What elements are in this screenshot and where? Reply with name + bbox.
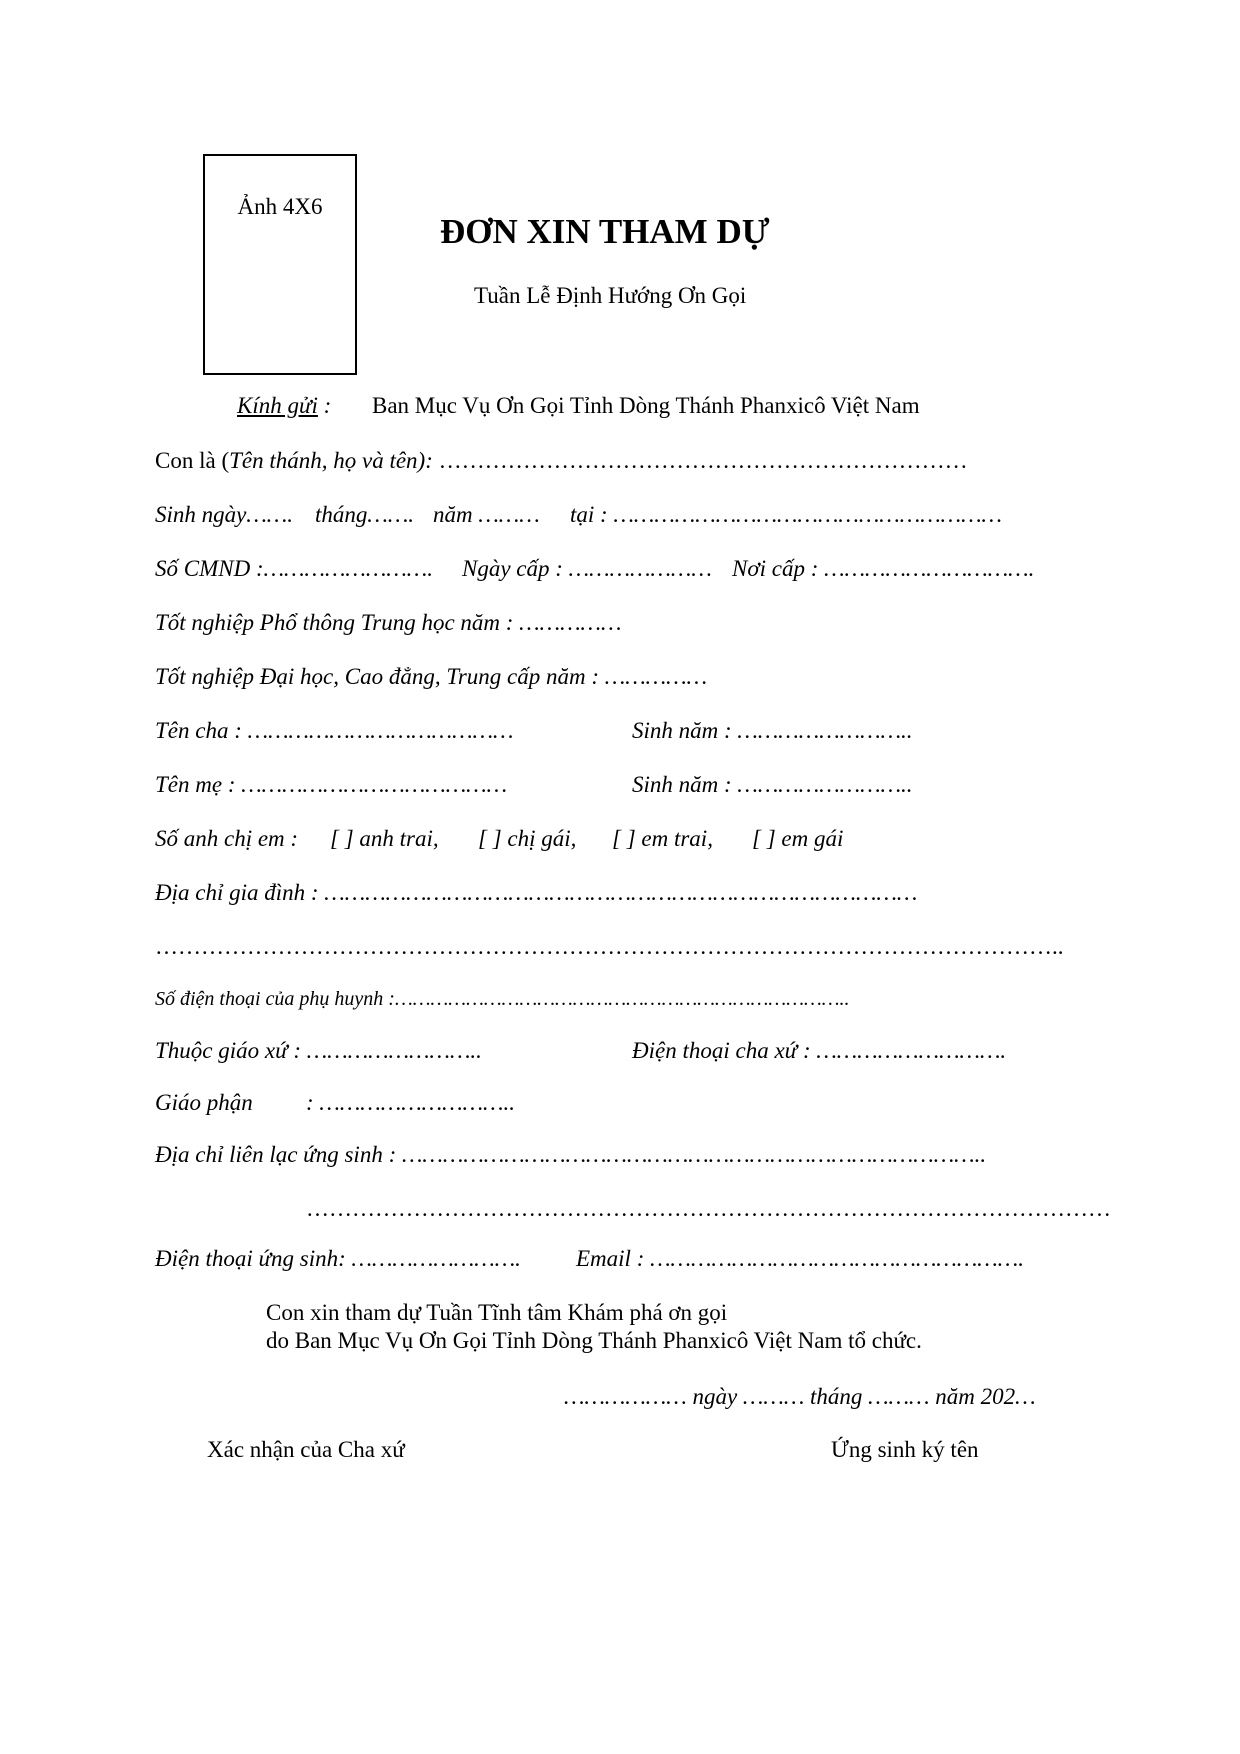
contact-address-field[interactable]: Địa chỉ liên lạc ứng sinh : …………………………………………………………………………..	[155, 1142, 987, 1167]
parish-phone-field[interactable]: Điện thoại cha xứ : ……………………….	[632, 1038, 1007, 1063]
applicant-phone-field[interactable]: Điện thoại ứng sinh: …………………….	[155, 1246, 521, 1271]
diocese-field[interactable]: : ………………………..	[306, 1090, 515, 1115]
family-address-continuation[interactable]: ………………………………………………………………………………………………………..	[155, 934, 1064, 959]
birth-place-field[interactable]: tại : …………………………………………………	[570, 502, 1003, 527]
form-title: ĐƠN XIN THAM DỰ	[440, 212, 770, 251]
sibling-sister-young-checkbox[interactable]: [ ] em gái	[752, 826, 844, 851]
parent-phone-field[interactable]: Số điện thoại của phụ huynh :…………………………………………………………………..	[155, 988, 850, 1010]
university-field[interactable]: Tốt nghiệp Đại học, Cao đẳng, Trung cấp năm : ……………	[155, 664, 708, 689]
name-field[interactable]	[155, 448, 968, 474]
father-year-field[interactable]: Sinh năm : ……………………..	[632, 718, 913, 743]
birth-month-field[interactable]: tháng…….	[315, 502, 415, 527]
father-name-field[interactable]: Tên cha : …………………………………	[155, 718, 514, 743]
applicant-signature-label: Ứng sinh ký tên	[831, 1437, 979, 1462]
diocese-label: Giáo phận	[155, 1090, 253, 1115]
email-field[interactable]: Email : ……………………………………………….	[576, 1246, 1024, 1271]
priest-confirmation-label: Xác nhận của Cha xứ	[207, 1437, 405, 1462]
birth-year-field[interactable]: năm ………	[433, 502, 540, 527]
sibling-brother-young-checkbox[interactable]: [ ] em trai,	[612, 826, 713, 851]
address-sep: :	[317, 393, 332, 418]
statement-line-1: Con xin tham dự Tuần Tĩnh tâm Khám phá ơn gọi	[266, 1300, 728, 1325]
sibling-brother-old-checkbox[interactable]: [ ] anh trai,	[330, 826, 439, 851]
address-recipient: Ban Mục Vụ Ơn Gọi Tỉnh Dòng Thánh Phanxicô Việt Nam	[372, 393, 920, 418]
date-line[interactable]: ……………… ngày ……… tháng ……… năm 202…	[564, 1384, 1036, 1409]
name-dots: ……………………………………………………………	[432, 448, 968, 473]
photo-label: Ảnh 4X6	[237, 194, 323, 219]
id-place-field[interactable]: Nơi cấp : ………………………….	[732, 556, 1035, 581]
photo-placeholder	[203, 154, 357, 375]
name-prefix: Con là (	[155, 448, 230, 473]
statement-line-2: do Ban Mục Vụ Ơn Gọi Tỉnh Dòng Thánh Phanxicô Việt Nam tổ chức.	[266, 1328, 922, 1353]
address-label: Kính gửi	[237, 393, 318, 418]
id-number-field[interactable]: Số CMND :…………………….	[155, 556, 433, 581]
contact-address-continuation[interactable]: ……………………………………………………………………………………………	[306, 1196, 1111, 1221]
birth-day-field[interactable]: Sinh ngày…….	[155, 502, 293, 527]
mother-year-field[interactable]: Sinh năm : ……………………..	[632, 772, 913, 797]
id-date-field[interactable]: Ngày cấp : …………………	[462, 556, 712, 581]
name-label: Tên thánh, họ và tên):	[229, 448, 433, 473]
sibling-sister-old-checkbox[interactable]: [ ] chị gái,	[478, 826, 577, 851]
siblings-label: Số anh chị em :	[155, 826, 299, 851]
high-school-field[interactable]: Tốt nghiệp Phổ thông Trung học năm : ……………	[155, 610, 622, 635]
parish-field[interactable]: Thuộc giáo xứ : ……………………..	[155, 1038, 482, 1063]
mother-name-field[interactable]: Tên mẹ : …………………………………	[155, 772, 508, 797]
address-to	[237, 393, 331, 419]
form-subtitle: Tuần Lễ Định Hướng Ơn Gọi	[474, 283, 747, 308]
family-address-field[interactable]: Địa chỉ gia đình : ……………………………………………………………………………	[155, 880, 918, 905]
